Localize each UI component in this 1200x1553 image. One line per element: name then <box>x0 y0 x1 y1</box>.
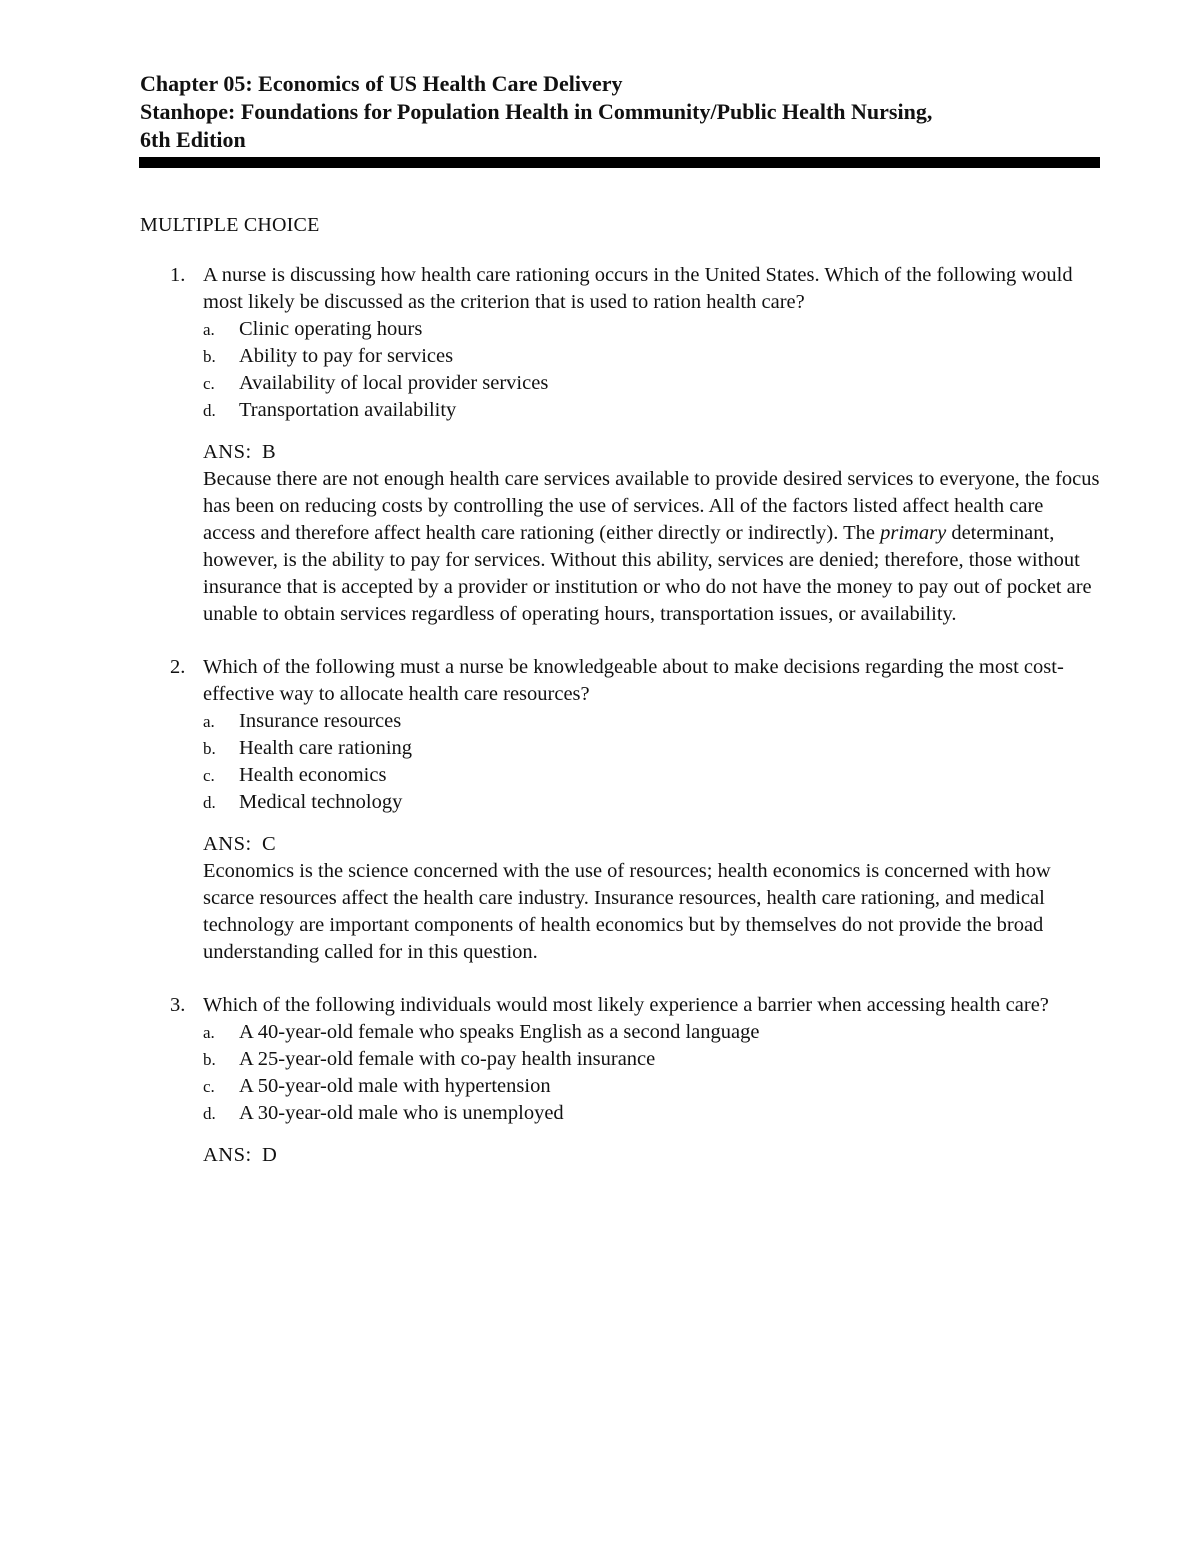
rationale-text: Because there are not enough health care services available to provide desired services to everyone, the focus has been on reducing costs by controlling the use of services. All of the factors listed affect health care access and therefore affect health care rationing (either directly or indirectly). The <box>203 468 1100 544</box>
option-letter: b. <box>203 739 216 758</box>
option-text: Health care rationing <box>239 737 413 759</box>
option-letter: a. <box>203 1023 215 1042</box>
option-text: A 25-year-old female with co-pay health insurance <box>239 1048 656 1070</box>
option-letter: c. <box>203 374 215 393</box>
option-text: Insurance resources <box>239 710 402 732</box>
question-number: 3. <box>170 994 186 1016</box>
option-b <box>203 735 1100 762</box>
answer-label: ANS: <box>203 1144 252 1166</box>
option-text: Clinic operating hours <box>239 318 423 340</box>
option-text: Health economics <box>239 764 387 786</box>
question-3 <box>140 992 1100 1169</box>
option-c <box>203 370 1100 397</box>
option-text: Availability of local provider services <box>239 372 549 394</box>
question-list <box>140 262 1100 1195</box>
question-stem: A nurse is discussing how health care rationing occurs in the United States. Which of the following would most likely be discussed as the criterion that is used to ration health care? <box>203 264 1073 313</box>
option-a <box>203 1019 1100 1046</box>
option-text: Ability to pay for services <box>239 345 454 367</box>
option-letter: d. <box>203 1104 216 1123</box>
question-stem: Which of the following individuals would most likely experience a barrier when accessing health care? <box>203 994 1049 1016</box>
answer-value: B <box>261 441 276 463</box>
answer-label: ANS: <box>203 833 252 855</box>
option-letter: d. <box>203 401 216 420</box>
option-d <box>203 789 1100 816</box>
answer-line <box>203 831 1100 858</box>
document-header <box>140 70 1100 154</box>
option-text: Transportation availability <box>239 399 457 421</box>
option-b <box>203 343 1100 370</box>
option-list <box>203 316 1100 424</box>
option-letter: a. <box>203 320 215 339</box>
option-letter: b. <box>203 347 216 366</box>
question-2 <box>140 654 1100 966</box>
question-1 <box>140 262 1100 628</box>
option-text: Medical technology <box>239 791 403 813</box>
option-list <box>203 708 1100 816</box>
option-text: A 30-year-old male who is unemployed <box>239 1102 564 1124</box>
option-a <box>203 316 1100 343</box>
answer-value: C <box>261 833 276 855</box>
answer-rationale <box>203 466 1100 628</box>
option-text: A 50-year-old male with hypertension <box>239 1075 551 1097</box>
option-d <box>203 397 1100 424</box>
answer-line <box>203 439 1100 466</box>
option-letter: d. <box>203 793 216 812</box>
question-number: 2. <box>170 656 186 678</box>
question-number: 1. <box>170 264 186 286</box>
question-stem: Which of the following must a nurse be knowledgeable about to make decisions regarding the most cost-effective way to allocate health care resources? <box>203 656 1064 705</box>
answer-line <box>203 1142 1100 1169</box>
header-divider <box>139 157 1100 168</box>
option-a <box>203 708 1100 735</box>
edition-label: 6th Edition <box>140 127 246 152</box>
option-text: A 40-year-old female who speaks English as a second language <box>239 1021 760 1043</box>
rationale-text: determinant, however, is the ability to pay for services. Without this ability, services are denied; therefore, those without insurance that is accepted by a provider or institution or who do not have the money to pay out of pocket are unable to obtain services regardless of operating hours, transportation issues, or availability. <box>203 522 1092 625</box>
answer-value: D <box>261 1144 277 1166</box>
option-c <box>203 1073 1100 1100</box>
rationale-emphasis: primary <box>880 522 947 544</box>
chapter-title: Chapter 05: Economics of US Health Care Delivery <box>140 71 623 96</box>
book-title: Stanhope: Foundations for Population Health in Community/Public Health Nursing, <box>140 99 933 124</box>
option-letter: a. <box>203 712 215 731</box>
option-letter: b. <box>203 1050 216 1069</box>
section-heading: MULTIPLE CHOICE <box>140 214 320 236</box>
option-letter: c. <box>203 766 215 785</box>
option-b <box>203 1046 1100 1073</box>
option-letter: c. <box>203 1077 215 1096</box>
answer-label: ANS: <box>203 441 252 463</box>
option-list <box>203 1019 1100 1127</box>
answer-rationale: Economics is the science concerned with the use of resources; health economics is concerned with how scarce resources affect the health care industry. Insurance resources, health care rationing, and medical technology are important components of health economics but by themselves do not provide the broad understanding called for in this question. <box>203 860 1051 963</box>
option-d <box>203 1100 1100 1127</box>
option-c <box>203 762 1100 789</box>
